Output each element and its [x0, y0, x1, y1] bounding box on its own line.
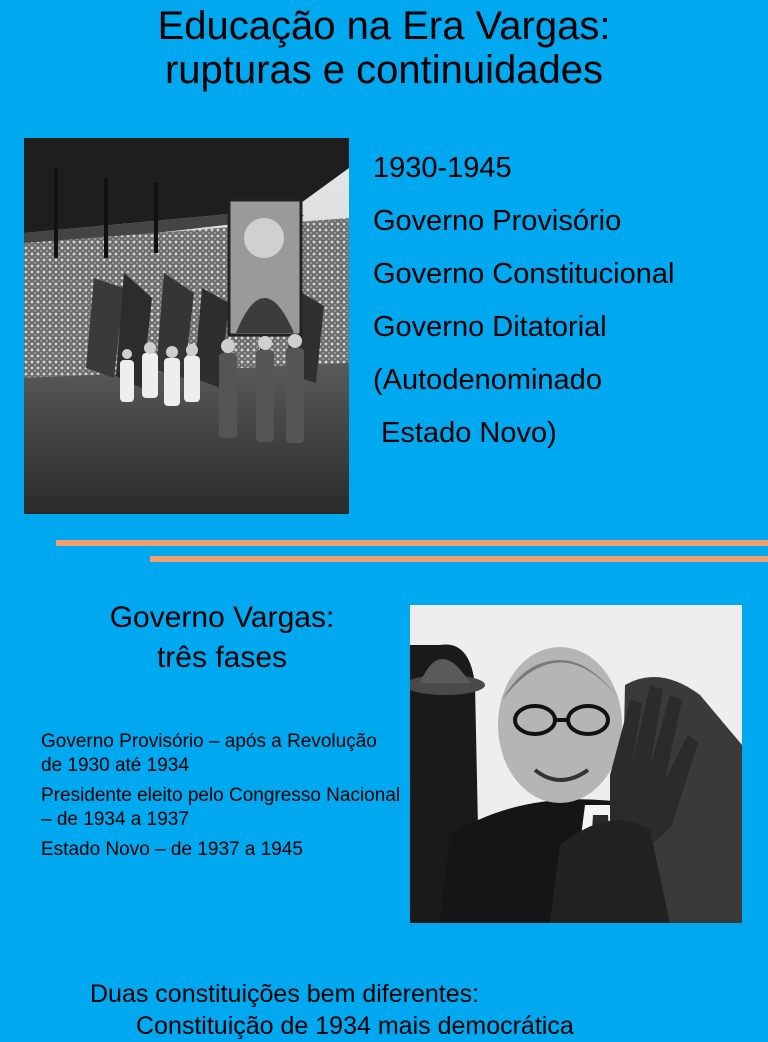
period-list — [373, 148, 674, 466]
phases-heading — [54, 598, 390, 678]
slide-title — [0, 4, 768, 92]
period-item: 1930-1945 — [373, 152, 512, 184]
slide-title-line-2: rupturas e continuidades — [164, 48, 604, 92]
period-item: Governo Constitucional — [373, 258, 675, 290]
constitutions-text — [90, 978, 768, 1042]
constitutions-line-1: Duas constituições bem diferentes: — [90, 980, 480, 1008]
vargas-photo — [410, 605, 742, 923]
phase-item: Governo Provisório – após a Revolução de 1930 até 1934 — [41, 731, 377, 776]
divider-line — [150, 556, 768, 562]
phase-item: Presidente eleito pelo Congresso Nacional – de 1934 a 1937 — [41, 785, 401, 830]
period-item: Governo Provisório — [373, 205, 622, 237]
slide-title-line-1: Educação na Era Vargas: — [157, 4, 611, 48]
phase-item: Estado Novo – de 1937 a 1945 — [41, 839, 303, 860]
constitutions-line-2: Constituição de 1934 mais democrática — [136, 1012, 574, 1040]
period-item: Estado Novo) — [373, 417, 557, 449]
period-item: Governo Ditatorial — [373, 311, 607, 343]
period-item: (Autodenominado — [373, 364, 602, 396]
phases-heading-line-2: três fases — [156, 641, 288, 674]
phases-list — [41, 730, 401, 868]
phases-heading-line-1: Governo Vargas: — [109, 601, 335, 634]
divider-line — [56, 540, 768, 546]
rally-photo — [24, 138, 349, 514]
